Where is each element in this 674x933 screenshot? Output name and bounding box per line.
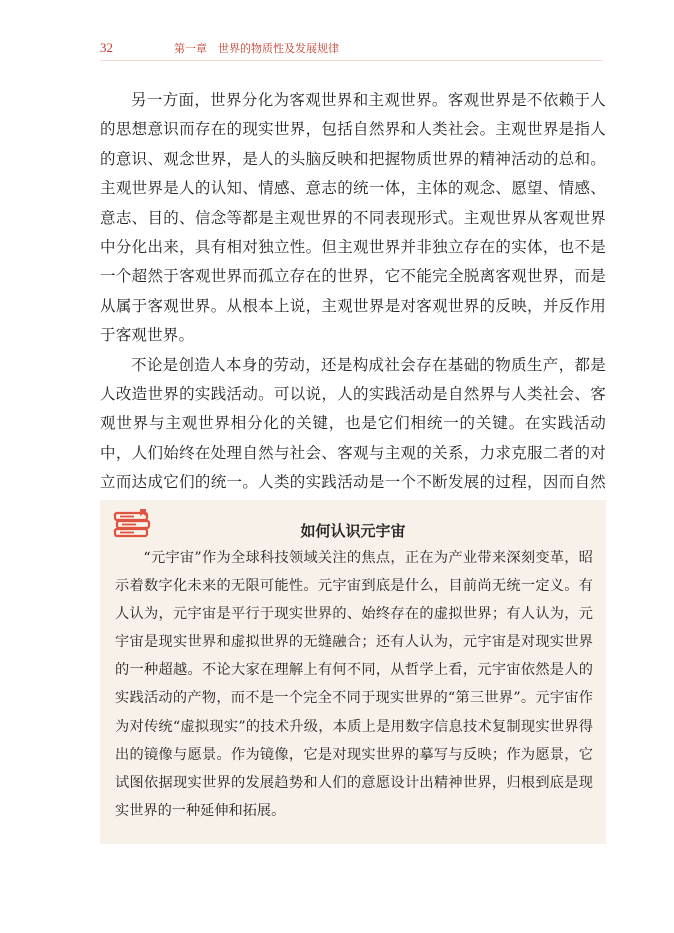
box-paragraph: “元宇宙”作为全球科技领域关注的焦点，正在为产业带来深刻变革，昭示着数字化未来的无限可能性。元宇宙到底是什么，目前尚无统一定义。有人认为，元宇宙是平行于现实世界的、始终存在的虚拟世界；有人认为，元宇宙是现实世界和虚拟世界的无缝融合；还有人认为，元宇宙是对现实世界的一种超越。不论大家在理解上有何不同，从哲学上看，元宇宙依然是人的实践活动的产物，而不是一个完全不同于现实世界的“第三世界”。元宇宙作为对传统“虚拟现实”的技术升级，本质上是用数字信息技术复制现实世界得出的镜像与愿景。作为镜像，它是对现实世界的摹写与反映；作为愿景，它试图依据现实世界的发展趋势和人们的意愿设计出精神世界，归根到底是现实世界的一种延伸和拓展。 — [115, 550, 593, 819]
main-text — [100, 86, 606, 527]
paragraph: 不论是创造人本身的劳动，还是构成社会存在基础的物质生产，都是人改造世界的实践活动。可以说，人的实践活动是自然界与人类社会、客观世界与主观世界相分化的关键，也是它们相统一的关键。在实践活动中，人们始终在处理自然与社会、客观与主观的关系，力求克服二者的对立而达成它们的统一。人类的实践活动是一个不断发展的过程，因而自然 — [100, 355, 606, 492]
paragraph: 另一方面，世界分化为客观世界和主观世界。客观世界是不依赖于人的思想意识而存在的现实世界，包括自然界和人类社会。主观世界是指人的意识、观念世界，是人的头脑反映和把握物质世界的精神活动的总和。主观世界是人的认知、情感、意志的统一体，主体的观念、愿望、情感、意志、目的、信念等都是主观世界的不同表现形式。主观世界从客观世界中分化出来，具有相对独立性。但主观世界并非独立存在的实体，也不是一个超然于客观世界而孤立存在的世界，它不能完全脱离客观世界，而是从属于客观世界。从根本上说，主观世界是对客观世界的反映，并反作用于客观世界。 — [100, 91, 606, 345]
page-header — [100, 40, 339, 56]
header-divider — [100, 60, 602, 61]
box-title: 如何认识元宇宙 — [300, 522, 406, 540]
box-body — [115, 544, 593, 825]
sidebar-box — [100, 500, 606, 844]
page-number: 32 — [100, 40, 113, 55]
running-title: 第一章 世界的物质性及发展规律 — [174, 42, 339, 55]
